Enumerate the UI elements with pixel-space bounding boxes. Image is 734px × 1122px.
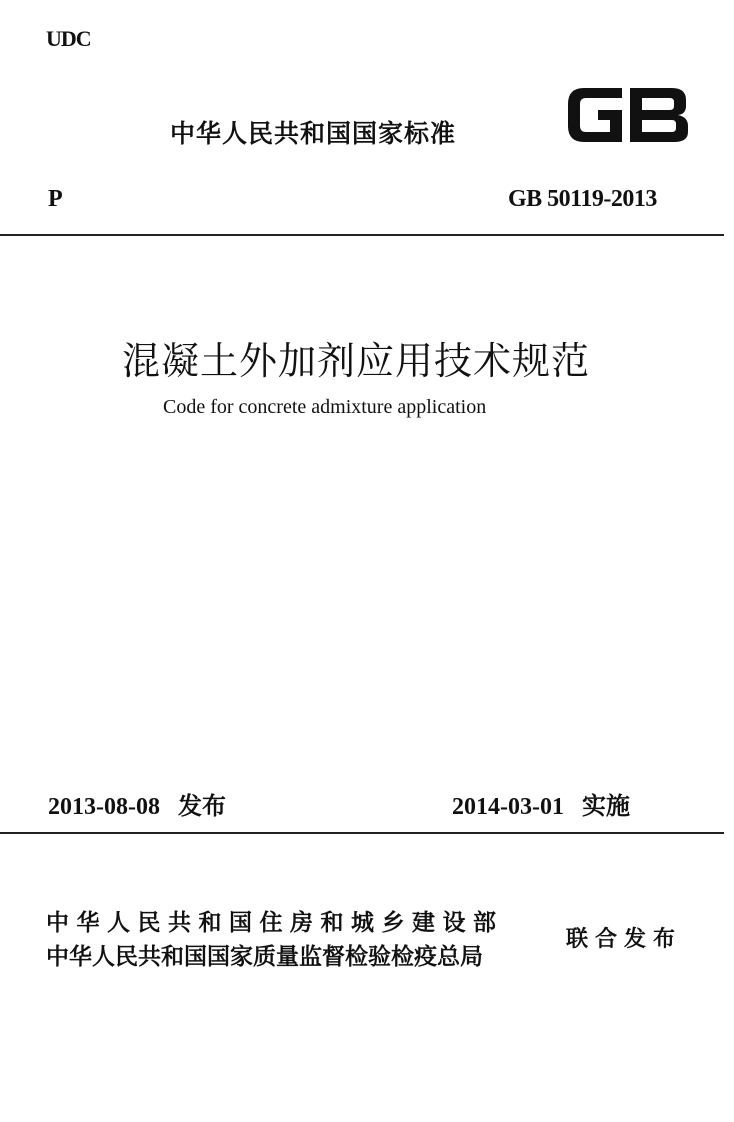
publish-date: 2013-08-08 — [48, 794, 160, 820]
issuer-ministry: 中华人民共和国住房和城乡建设部 — [46, 910, 504, 936]
category-label: P — [48, 186, 63, 212]
national-standard-heading: 中华人民共和国国家标准 — [170, 119, 457, 148]
implement-date-line — [452, 786, 630, 821]
header-divider — [0, 234, 724, 236]
udc-label: UDC — [46, 26, 91, 51]
implement-label: 实施 — [581, 792, 630, 820]
gb-logo-icon — [564, 82, 692, 148]
joint-issue-label: 联合发布 — [566, 927, 683, 952]
issuer-aqsiq: 中华人民共和国国家质量监督检验检疫总局 — [46, 944, 483, 970]
publish-date-line — [48, 786, 226, 821]
date-divider — [0, 832, 724, 834]
document-subtitle-english: Code for concrete admixture application — [163, 396, 487, 418]
document-title: 混凝土外加剂应用技术规范 — [122, 339, 591, 383]
implement-date: 2014-03-01 — [452, 794, 564, 820]
standard-code: GB 50119-2013 — [508, 186, 657, 212]
publish-label: 发布 — [177, 792, 226, 820]
